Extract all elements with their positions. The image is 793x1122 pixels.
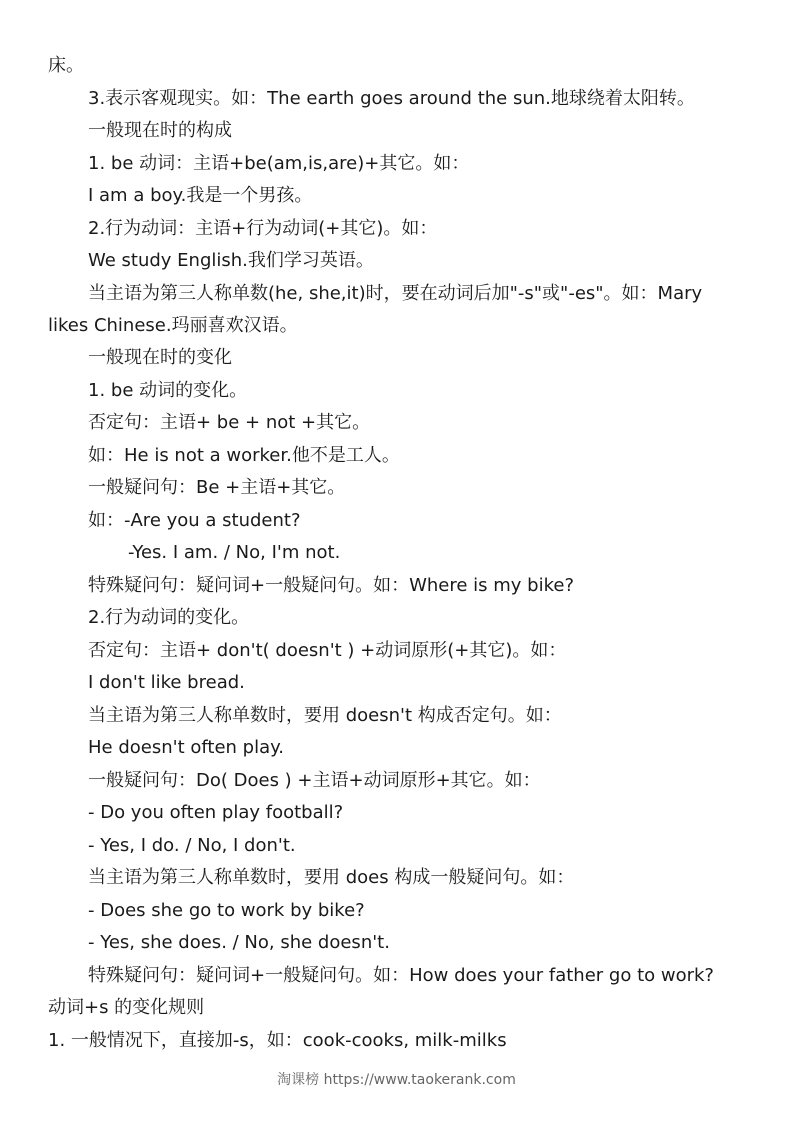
example-line: - Yes, I do. / No, I don't. xyxy=(88,835,296,856)
section-heading: 动词+s 的变化规则 xyxy=(48,997,205,1018)
text-line: 一般疑问句：Be +主语+其它。 xyxy=(88,477,346,498)
example-line: We study English.我们学习英语。 xyxy=(88,250,374,271)
text-line: 1. be 动词：主语+be(am,is,are)+其它。如： xyxy=(88,153,470,174)
text-line: 1. be 动词的变化。 xyxy=(88,380,248,401)
example-line: He doesn't often play. xyxy=(88,737,284,758)
text-line: 床。 xyxy=(48,55,84,76)
text-line: 特殊疑问句：疑问词+一般疑问句。如：How does your father go to work? xyxy=(88,965,714,986)
text-line: 当主语为第三人称单数(he, she,it)时，要在动词后加"-s"或"-es"。如：Mary xyxy=(88,283,703,304)
text-line: 2.行为动词的变化。 xyxy=(88,607,250,628)
text-line: 否定句：主语+ don't( doesn't ) +动词原形(+其它)。如： xyxy=(88,640,567,661)
text-line: 1. 一般情况下，直接加-s，如：cook-cooks, milk-milks xyxy=(48,1030,507,1051)
text-line: 否定句：主语+ be + not +其它。 xyxy=(88,412,371,433)
example-line: - Yes, she does. / No, she doesn't. xyxy=(88,932,390,953)
example-line: I am a boy.我是一个男孩。 xyxy=(88,185,313,206)
example-line: 如：-Are you a student? xyxy=(88,510,301,531)
example-line: 如：He is not a worker.他不是工人。 xyxy=(88,445,400,466)
section-heading: 一般现在时的构成 xyxy=(88,120,232,141)
example-line: - Does she go to work by bike? xyxy=(88,900,365,921)
text-line: 2.行为动词：主语+行为动词(+其它)。如： xyxy=(88,218,438,239)
example-line: I don't like bread. xyxy=(88,672,245,693)
example-line: - Do you often play football? xyxy=(88,802,344,823)
text-line: 一般疑问句：Do( Does ) +主语+动词原形+其它。如： xyxy=(88,770,541,791)
text-line: 当主语为第三人称单数时，要用 doesn't 构成否定句。如： xyxy=(88,705,562,726)
text-line: likes Chinese.玛丽喜欢汉语。 xyxy=(48,315,298,336)
footer-watermark: 淘课榜 https://www.taokerank.com xyxy=(277,1072,516,1088)
section-heading: 一般现在时的变化 xyxy=(88,347,232,368)
example-line: -Yes. I am. / No, I'm not. xyxy=(128,542,341,563)
text-line: 特殊疑问句：疑问词+一般疑问句。如：Where is my bike? xyxy=(88,575,575,596)
text-line: 当主语为第三人称单数时，要用 does 构成一般疑问句。如： xyxy=(88,867,575,888)
text-line: 3.表示客观现实。如：The earth goes around the sun.地球绕着太阳转。 xyxy=(88,88,695,109)
